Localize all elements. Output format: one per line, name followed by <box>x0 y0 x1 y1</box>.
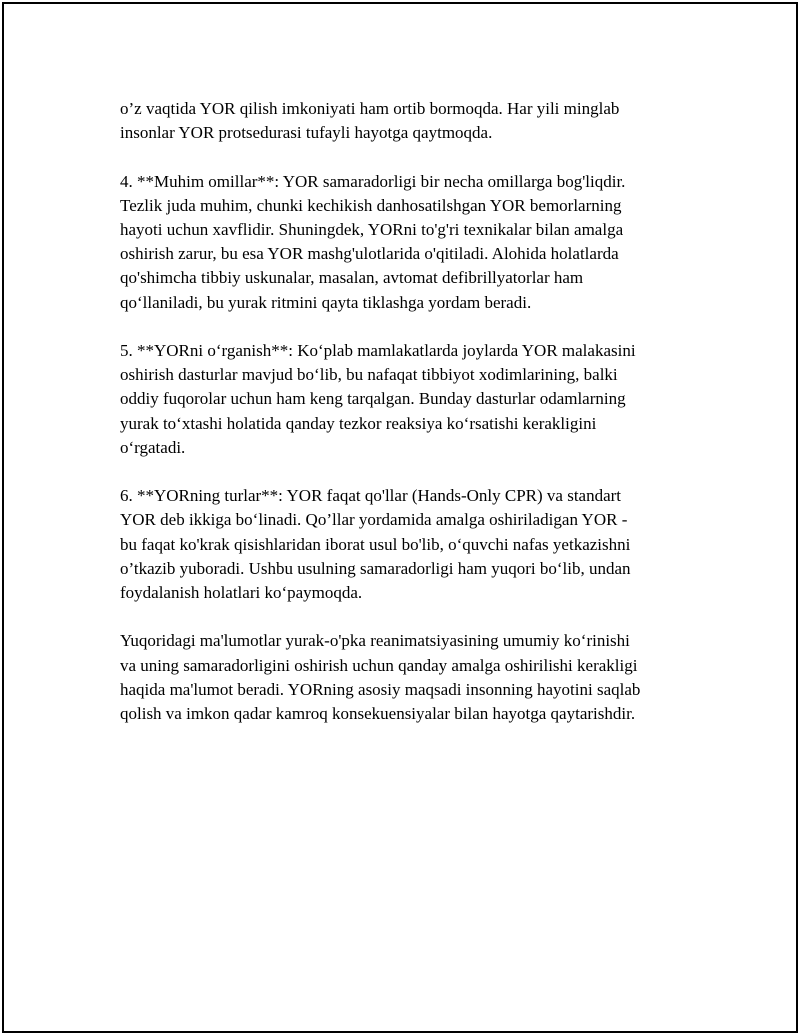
document-body <box>120 97 710 750</box>
paragraph-cpr-types: 6. **YORning turlar**: YOR faqat qo'llar (Hands-Only CPR) va standart YOR deb ikkiga bo‘linadi. Qo’llar yordamida amalga oshiriladigan YOR - bu faqat ko'krak qisishlaridan iborat usul bo'lib, o‘quvchi nafas yetkazishni o’tkazib yuboradi. Ushbu usulning samaradorligi ham yuqori bo‘lib, undan foydalanish holatlari ko‘paymoqda. <box>120 486 631 603</box>
page-frame <box>2 2 798 1033</box>
paragraph-conclusion: Yuqoridagi ma'lumotlar yurak-o'pka reanimatsiyasining umumiy ko‘rinishi va uning samaradorligini oshirish uchun qanday amalga oshirilishi kerakligi haqida ma'lumot beradi. YORning asosiy maqsadi insonning hayotini saqlab qolish va imkon qadar kamroq konsekuensiyalar bilan hayotga qaytarishdir. <box>120 631 641 724</box>
paragraph-important-factors: 4. **Muhim omillar**: YOR samaradorligi bir necha omillarga bog'liqdir. Tezlik juda muhim, chunki kechikish danhosatilshgan YOR bemorlarning hayoti uchun xavflidir. Shuningdek, YORni to'g'ri texnikalar bilan amalga oshirish zarur, bu esa YOR mashg'ulotlarida o'qitiladi. Alohida holatlarda qo'shimcha tibbiy uskunalar, masalan, avtomat defibrillyatorlar ham qo‘llaniladi, bu yurak ritmini qayta tiklashga yordam beradi. <box>120 171 626 312</box>
paragraph-learning-cpr: 5. **YORni o‘rganish**: Ko‘plab mamlakatlarda joylarda YOR malakasini oshirish dasturlar mavjud bo‘lib, bu nafaqat tibbiyot xodimlarining, balki oddiy fuqorolar uchun ham keng tarqalgan. Bunday dasturlar odamlarning yurak to‘xtashi holatida qanday tezkor reaksiya ko‘rsatishi kerakligini o‘rgatadi. <box>120 341 636 457</box>
paragraph-intro-continuation: o’z vaqtida YOR qilish imkoniyati ham ortib bormoqda. Har yili minglab insonlar YOR protsedurasi tufayli hayotga qaytmoqda. <box>120 99 620 143</box>
